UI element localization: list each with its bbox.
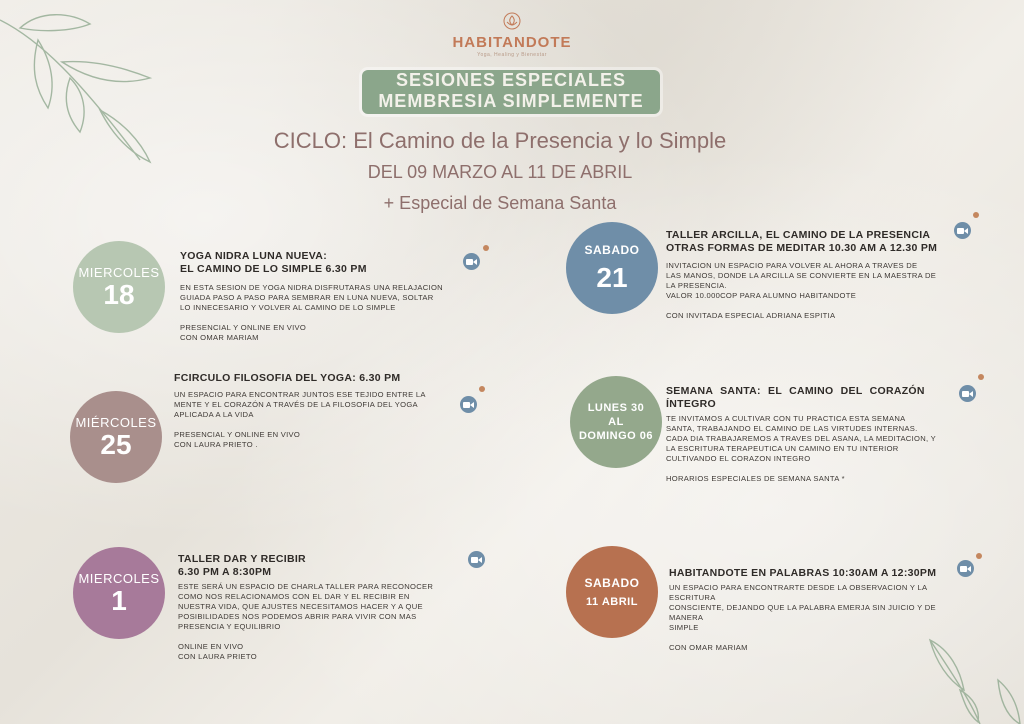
description-line: ESTE SERÁ UN ESPACIO DE CHARLA TALLER PARA RECONOCER bbox=[178, 582, 434, 591]
description-line: EN ESTA SESION DE YOGA NIDRA DISFRUTARAS UNA RELAJACION bbox=[180, 283, 443, 292]
description-line: INVITACION UN ESPACIO PARA VOLVER AL AHORA A TRAVES DE bbox=[666, 261, 918, 270]
date-circle bbox=[570, 376, 662, 468]
event-title: EL CAMINO DE LO SIMPLE 6.30 PM bbox=[180, 263, 367, 275]
event-card bbox=[178, 553, 458, 662]
event-description bbox=[178, 582, 458, 662]
date-day: SABADO bbox=[584, 243, 640, 257]
video-camera-icon bbox=[954, 222, 971, 239]
description-line: UN ESPACIO PARA ENCONTRAR JUNTOS ESE TEJIDO ENTRE LA bbox=[174, 390, 426, 399]
event-schedule-note: HORARIOS ESPECIALES DE SEMANA SANTA * bbox=[666, 474, 845, 483]
date-day: MIERCOLES bbox=[78, 264, 160, 280]
video-camera-icon bbox=[957, 560, 974, 577]
event-mode: PRESENCIAL Y ONLINE EN VIVO bbox=[180, 323, 307, 332]
event-title: HABITANDOTE EN PALABRAS 10:30AM A 12:30PM bbox=[669, 567, 937, 579]
description-line: PRESENCIA Y EQUILIBRIO bbox=[178, 622, 281, 631]
event-description bbox=[174, 390, 449, 450]
cycle-title: CICLO: El Camino de la Presencia y lo Simple bbox=[273, 128, 727, 153]
event-description bbox=[666, 414, 954, 484]
event-card bbox=[180, 250, 455, 343]
banner-line-1: SESIONES ESPECIALES bbox=[395, 70, 627, 90]
event-host: CON LAURA PRIETO . bbox=[174, 440, 258, 449]
brand-name: HABITANDOTE bbox=[452, 34, 572, 51]
description-line: GUIADA PASO A PASO PARA SEMBRAR EN LUNA NUEVA, SOLTAR bbox=[180, 293, 434, 302]
event-host: CON LAURA PRIETO bbox=[178, 652, 257, 661]
description-line: NUESTRA VIDA, QUE AJUSTES NECESITAMOS HACER Y A QUE bbox=[178, 602, 423, 611]
event-title: TALLER DAR Y RECIBIR bbox=[178, 553, 306, 565]
description-line: VALOR 10.000COP PARA ALUMNO HABITANDOTE bbox=[666, 291, 857, 300]
event-description bbox=[669, 583, 959, 653]
video-camera-icon bbox=[468, 551, 485, 568]
event-title: SEMANA SANTA: EL CAMINO DEL CORAZÓN bbox=[666, 385, 925, 397]
lotus-logo-icon bbox=[503, 12, 521, 30]
event-card bbox=[666, 385, 954, 484]
date-day: DOMINGO 06 bbox=[578, 430, 654, 442]
event-title: ÍNTEGRO bbox=[666, 398, 716, 410]
date-day: AL bbox=[608, 416, 624, 428]
date-day: LUNES 30 bbox=[587, 402, 645, 414]
video-camera-icon bbox=[460, 396, 477, 413]
date-number: 11 ABRIL bbox=[586, 596, 638, 608]
description-line: LAS MANOS, DONDE LA ARCILLA SE CONVIERTE EN LA MAESTRA DE bbox=[666, 271, 937, 280]
pin-icon bbox=[976, 553, 982, 559]
description-line: LO INNECESARIO Y VOLVER AL CAMINO DE LO SIMPLE bbox=[180, 303, 396, 312]
date-day: MIERCOLES bbox=[78, 570, 160, 586]
description-line: SIMPLE bbox=[669, 623, 699, 632]
event-card bbox=[669, 567, 959, 653]
description-line: SANTA, TRABAJANDO EL CAMINO DE LAS VIRTUDES INTERNAS. bbox=[666, 424, 918, 433]
event-title: 6.30 PM A 8:30PM bbox=[178, 566, 272, 578]
brand-tagline: Yoga, Healing y Bienestar bbox=[477, 52, 547, 58]
event-description bbox=[666, 261, 956, 321]
date-circle bbox=[73, 241, 165, 333]
event-title: TALLER ARCILLA, EL CAMINO DE LA PRESENCIA bbox=[666, 229, 931, 241]
event-mode: PRESENCIAL Y ONLINE EN VIVO bbox=[174, 430, 301, 439]
cycle-dates: DEL 09 MARZO AL 11 DE ABRIL bbox=[367, 162, 633, 182]
description-line: APLICADA A LA VIDA bbox=[174, 410, 254, 419]
date-day: MIÉRCOLES bbox=[75, 414, 157, 430]
description-line: COMO NOS RELACIONAMOS CON EL DAR Y EL RECIBIR EN bbox=[178, 592, 410, 601]
date-circle bbox=[73, 547, 165, 639]
description-line: CULTIVANDO EL CORAZON INTEGRO bbox=[666, 454, 811, 463]
date-circle bbox=[566, 546, 658, 638]
event-card bbox=[666, 229, 956, 321]
pin-icon bbox=[483, 245, 489, 251]
description-line: MENTE Y EL CORAZÓN A TRAVÉS DE LA FILOSOFIA DEL YOGA bbox=[174, 400, 418, 409]
date-number: 21 bbox=[596, 262, 628, 293]
event-host: CON INVITADA ESPECIAL ADRIANA ESPITIA bbox=[666, 311, 836, 320]
pin-icon bbox=[479, 386, 485, 392]
description-line: CADA DIA TRABAJAREMOS A TRAVES DEL ASANA, LA MEDITACION, Y bbox=[666, 434, 937, 443]
special-note: + Especial de Semana Santa bbox=[383, 193, 617, 213]
date-number: 18 bbox=[103, 278, 135, 310]
description-line: UN ESPACIO PARA ENCONTRARTE DESDE LA OBSERVACION Y LA ESCRITURA bbox=[669, 583, 927, 602]
date-day: SABADO bbox=[584, 576, 640, 590]
video-camera-icon bbox=[959, 385, 976, 402]
description-line: LA PRESENCIA. bbox=[666, 281, 727, 290]
event-title: YOGA NIDRA LUNA NUEVA: bbox=[180, 250, 327, 262]
description-line: POSIBILIDADES NOS PODEMOS ABRIR PARA VIVIR CON MAS bbox=[178, 612, 417, 621]
event-card bbox=[174, 372, 449, 450]
description-line: TE INVITAMOS A CULTIVAR CON TU PRACTICA ESTA SEMANA bbox=[666, 414, 906, 423]
banner-line-2: MEMBRESIA SIMPLEMENTE bbox=[378, 91, 644, 111]
event-title: OTRAS FORMAS DE MEDITAR 10.30 AM A 12.30 PM bbox=[666, 242, 938, 254]
event-mode: ONLINE EN VIVO bbox=[178, 642, 244, 651]
title-banner bbox=[362, 70, 660, 114]
description-line: CONSCIENTE, DEJANDO QUE LA PALABRA EMERJA SIN JUICIO Y DE MANERA bbox=[669, 603, 936, 622]
event-host: CON OMAR MARIAM bbox=[669, 643, 748, 652]
date-circle bbox=[566, 222, 658, 314]
video-camera-icon bbox=[463, 253, 480, 270]
date-number: 1 bbox=[111, 584, 127, 616]
pin-icon bbox=[973, 212, 979, 218]
date-circle bbox=[70, 391, 162, 483]
description-line: LA ESCRITURA TERAPEUTICA UN CAMINO EN TU INTERIOR bbox=[666, 444, 899, 453]
event-description bbox=[180, 283, 455, 343]
pin-icon bbox=[978, 374, 984, 380]
event-title: FCIRCULO FILOSOFIA DEL YOGA: 6.30 PM bbox=[174, 372, 401, 384]
event-host: CON OMAR MARIAM bbox=[180, 333, 259, 342]
date-number: 25 bbox=[100, 428, 132, 460]
